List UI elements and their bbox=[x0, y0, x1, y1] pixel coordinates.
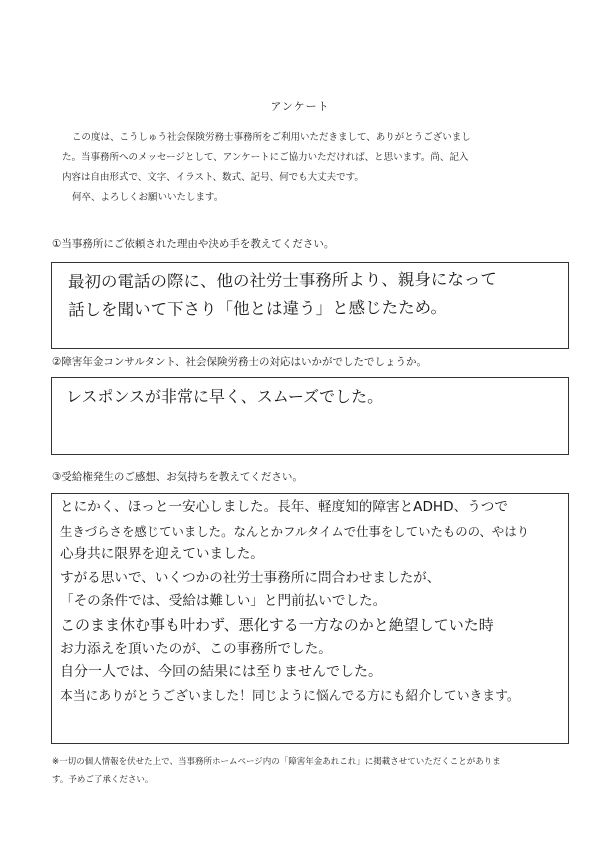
question-2-label: ②障害年金コンサルタント、社会保険労務士の対応はいかがでしたでしょうか。 bbox=[52, 356, 428, 368]
question-3-label: ③受給権発生のご感想、お気持ちを教えてください。 bbox=[52, 471, 303, 483]
footer-note bbox=[52, 753, 552, 789]
answer-line: 最初の電話の際に、他の社労士事務所より、親身になって bbox=[67, 269, 497, 292]
answer-line: 自分一人では、今回の結果には至りませんでした。 bbox=[60, 664, 382, 681]
answer-line: 話しを聞いて下さり「他とは違う」と感じたため。 bbox=[68, 297, 448, 320]
intro-line: この度は、こうしゅう社会保険労務士事務所をご利用いただきまして、ありがとうございまし bbox=[72, 132, 471, 143]
answer-line: レスポンスが非常に早く、スムーズでした。 bbox=[66, 387, 384, 406]
answer-line: このまま休む事も叶わず、悪化する一方なのかと絶望していた時 bbox=[60, 615, 494, 634]
survey-title: アンケート bbox=[270, 100, 330, 113]
question-3-answer bbox=[60, 496, 529, 708]
answer-line: すがる思いで、いくつかの社労士事務所に問合わせましたが、 bbox=[60, 569, 441, 586]
intro-line: た。当事務所へのメッセージとして、アンケートにご協力いただければ、と思います。尚、記入 bbox=[62, 152, 469, 163]
question-1-answer-box bbox=[51, 262, 569, 349]
answer-line: 「その条件では、受給は難しい」と門前払いでした。 bbox=[60, 593, 387, 610]
intro-text bbox=[62, 128, 542, 208]
question-3-answer-box bbox=[51, 493, 569, 744]
question-1-label: ①当事務所にご依頼された理由や決め手を教えてください。 bbox=[52, 238, 335, 250]
answer-line: 本当にありがとうございました！同じように悩んでる方にも紹介していきます。 bbox=[60, 688, 520, 704]
footer-line: す。予めご了承ください。 bbox=[52, 775, 154, 785]
question-2-answer-box bbox=[51, 377, 569, 455]
question-1-answer bbox=[68, 266, 497, 325]
answer-line: とにかく、ほっと一安心しました。長年、軽度知的障害とADHD、うつで bbox=[60, 499, 508, 515]
intro-line: 何卒、よろしくお願いいたします。 bbox=[72, 192, 224, 203]
question-2-answer bbox=[66, 384, 383, 410]
footer-line: ※一切の個人情報を伏せた上で、当事務所ホームページ内の「障害年金あれこれ」に掲載させていただくことがありま bbox=[52, 757, 501, 767]
intro-line: 内容は自由形式で、文字、イラスト、数式、記号、何でも大丈夫です。 bbox=[62, 172, 364, 183]
answer-line: 心身共に限界を迎えていました。 bbox=[60, 546, 264, 563]
answer-line: お力添えを頂いたのが、この事務所でした。 bbox=[60, 640, 332, 657]
answer-line: 生きづらさを感じていました。なんとかフルタイムで仕事をしていたものの、やはり bbox=[60, 523, 530, 539]
